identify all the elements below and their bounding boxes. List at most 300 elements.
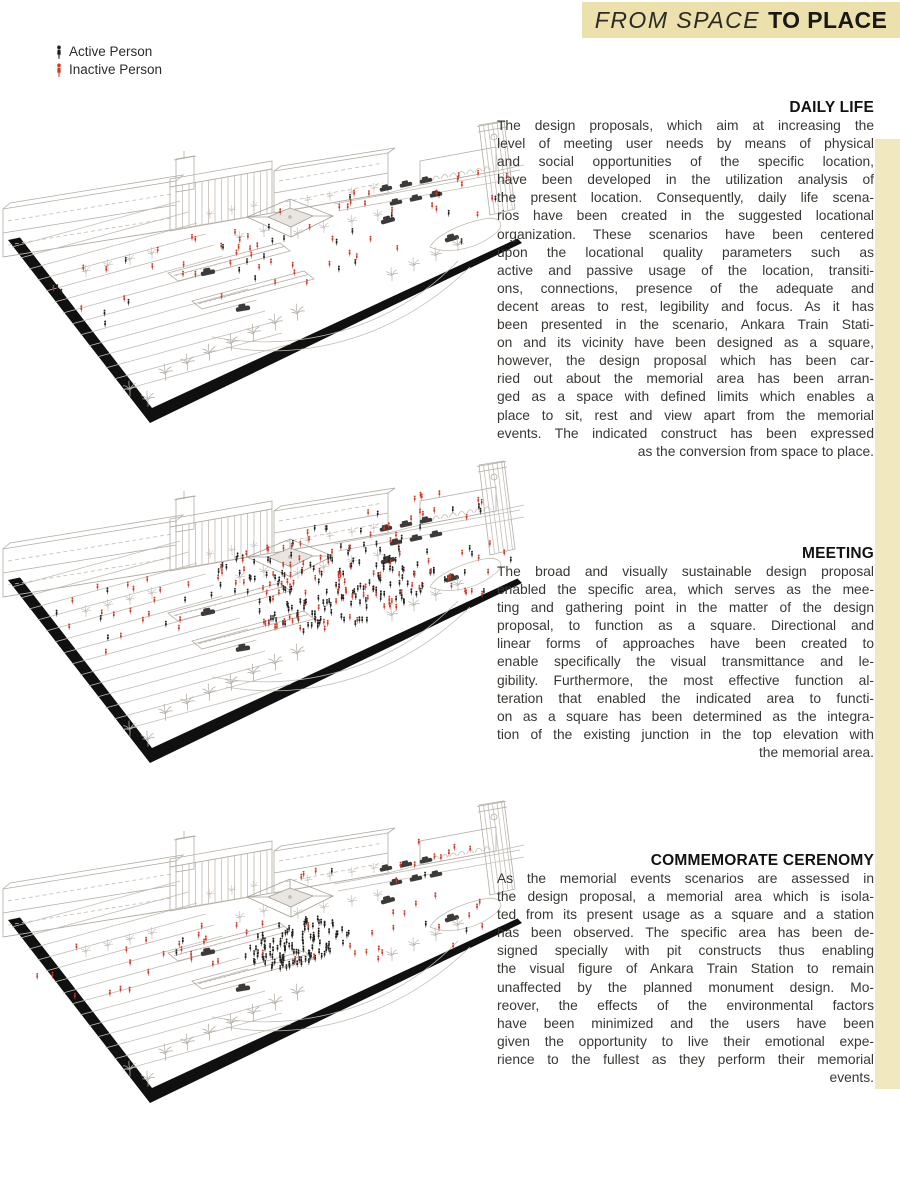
active-person-figure	[281, 570, 283, 577]
active-person-figure	[269, 943, 271, 950]
inactive-person-figure	[163, 951, 165, 958]
active-person-figure	[361, 616, 363, 623]
active-person-figure	[274, 611, 276, 618]
active-person-figure	[365, 547, 367, 554]
active-person-figure	[363, 585, 365, 592]
inactive-person-figure	[398, 571, 400, 578]
legend-label: Active Person	[69, 44, 153, 59]
inactive-person-figure	[367, 509, 369, 516]
active-person-figure	[259, 608, 261, 615]
active-person-figure	[426, 548, 428, 555]
inactive-person-figure	[105, 266, 107, 273]
inactive-person-figure	[438, 490, 440, 497]
active-person-figure	[254, 275, 256, 282]
text-line: rience to the fullest as they perform their memorial	[497, 1051, 874, 1067]
inactive-person-figure	[293, 580, 295, 587]
active-person-figure	[389, 581, 391, 588]
text-line: however, the design proposal which has been car-	[497, 353, 874, 369]
inactive-person-figure	[270, 258, 272, 265]
text-line: level of meeting user needs by means of physical	[497, 136, 874, 152]
axonometric-drawing-daily-life	[0, 115, 565, 460]
inactive-person-figure	[428, 558, 430, 565]
active-person-figure	[254, 575, 256, 582]
inactive-person-figure	[187, 581, 189, 588]
text-line: ting and gathering point in the matter of the design	[497, 600, 874, 616]
inactive-person-figure	[377, 956, 379, 963]
inactive-person-figure	[350, 199, 352, 206]
inactive-person-figure	[142, 617, 144, 624]
inactive-person-figure	[451, 583, 453, 590]
inactive-person-figure	[262, 585, 264, 592]
active-person-figure	[285, 964, 287, 971]
active-person-figure	[330, 609, 332, 616]
text-line: enable specifically the visual transmittance and le-	[497, 654, 874, 670]
active-person-figure	[330, 602, 332, 609]
active-person-figure	[328, 598, 330, 605]
inactive-person-figure	[151, 263, 153, 270]
text-line: signed specially with pit constructs thus enabling	[497, 943, 874, 959]
inactive-person-figure	[274, 279, 276, 286]
active-person-figure	[355, 593, 357, 600]
text-line: rios have been created in the suggested locational	[497, 208, 874, 224]
active-person-figure	[238, 267, 240, 274]
active-person-figure	[263, 253, 265, 260]
active-person-figure	[329, 948, 331, 955]
inactive-person-figure	[113, 611, 115, 618]
inactive-person-figure	[272, 571, 274, 578]
inactive-person-figure	[338, 204, 340, 211]
text-line: teration that enabled the indicated area to functi-	[497, 690, 874, 706]
inactive-person-figure	[272, 596, 274, 603]
text-line: on as a square has been determined as the integra-	[497, 708, 874, 724]
inactive-person-figure	[435, 206, 437, 213]
active-person-figure	[452, 506, 454, 513]
inactive-person-figure	[461, 181, 463, 188]
text-line: The broad and visually sustainable design proposal	[497, 564, 874, 579]
inactive-person-figure	[256, 242, 258, 249]
inactive-person-figure	[147, 969, 149, 976]
active-person-figure	[332, 922, 334, 929]
inactive-person-figure	[323, 619, 325, 626]
inactive-person-figure	[262, 920, 264, 927]
inactive-person-figure	[181, 946, 183, 953]
text-line: has been observed. The specific area has been de-	[497, 925, 874, 941]
inactive-person-figure	[431, 202, 433, 209]
inactive-person-figure	[353, 190, 355, 197]
inactive-person-figure	[392, 909, 394, 916]
active-person-figure	[347, 550, 349, 557]
inactive-person-figure	[125, 946, 127, 953]
inactive-person-figure	[370, 236, 372, 243]
inactive-person-figure	[236, 249, 238, 256]
active-person-figure	[298, 949, 300, 956]
inactive-person-figure	[243, 579, 245, 586]
inactive-person-figure	[278, 589, 280, 596]
active-person-figure	[286, 928, 288, 935]
inactive-person-figure	[468, 912, 470, 919]
active-person-figure	[354, 620, 356, 627]
active-person-figure	[56, 610, 58, 617]
active-person-figure	[354, 259, 356, 266]
active-person-figure	[324, 606, 326, 613]
active-person-figure	[360, 528, 362, 535]
inactive-person-figure	[194, 236, 196, 243]
active-person-figure	[218, 568, 220, 575]
active-person-figure	[444, 576, 446, 583]
active-person-figure	[464, 569, 466, 576]
person-legend	[55, 44, 162, 77]
crowd-layer	[52, 170, 507, 328]
inactive-person-figure	[258, 264, 260, 271]
inactive-person-figure	[71, 597, 73, 604]
inactive-person-figure	[391, 598, 393, 605]
active-person-figure	[403, 567, 405, 574]
active-person-figure	[266, 571, 268, 578]
inactive-person-figure	[68, 623, 70, 630]
inactive-person-figure	[305, 590, 307, 597]
active-person-figure	[321, 571, 323, 578]
text-line: linear forms of approaches have been created to	[497, 636, 874, 652]
inactive-person-figure	[335, 598, 337, 605]
inactive-person-figure	[396, 245, 398, 252]
section-paragraph	[497, 563, 874, 762]
inactive-person-figure	[320, 555, 322, 562]
inactive-person-figure	[365, 583, 367, 590]
axonometric-drawing-meeting	[0, 455, 565, 800]
text-line: and social opportunities of the specific location,	[497, 154, 874, 170]
inactive-person-figure	[243, 566, 245, 573]
title-banner	[582, 2, 900, 38]
active-person-figure	[365, 597, 367, 604]
inactive-person-figure	[340, 572, 342, 579]
active-person-figure	[317, 595, 319, 602]
active-person-figure	[469, 545, 471, 552]
active-person-figure	[253, 559, 255, 566]
active-person-figure	[357, 585, 359, 592]
active-person-figure	[320, 919, 322, 926]
inactive-person-figure	[246, 929, 248, 936]
active-person-figure	[259, 598, 261, 605]
active-person-figure	[286, 938, 288, 945]
inactive-person-figure	[404, 910, 406, 917]
inactive-person-figure	[356, 253, 358, 260]
active-person-figure	[366, 617, 368, 624]
active-person-figure	[295, 949, 297, 956]
inactive-person-figure	[318, 604, 320, 611]
inactive-person-figure	[129, 959, 131, 966]
active-person-figure	[331, 557, 333, 564]
text-line: As the memorial events scenarios are assessed in	[497, 871, 874, 886]
legend-item-active	[55, 44, 162, 59]
section-heading: MEETING	[801, 545, 874, 562]
inactive-person-figure	[487, 569, 489, 576]
active-person-figure	[296, 960, 298, 967]
text-line: The design proposals, which aim at increasing the	[497, 118, 874, 133]
text-line: events. The indicated construct has been expressed	[497, 425, 874, 441]
inactive-person-figure	[418, 839, 420, 846]
active-person-figure	[269, 558, 271, 565]
active-person-figure	[327, 945, 329, 952]
active-person-figure	[336, 239, 338, 246]
inactive-person-figure	[269, 581, 271, 588]
inactive-person-figure	[286, 578, 288, 585]
inactive-person-figure	[146, 576, 148, 583]
active-person-figure	[283, 585, 285, 592]
inactive-person-figure	[191, 234, 193, 241]
text-line: organization. These scenarios have been centered	[497, 226, 874, 242]
active-person-figure	[377, 510, 379, 517]
active-person-figure	[125, 257, 127, 264]
inactive-person-figure	[367, 595, 369, 602]
active-person-figure	[299, 598, 301, 605]
active-person-figure	[271, 238, 273, 245]
active-person-figure	[255, 945, 257, 952]
active-person-figure	[410, 588, 412, 595]
active-person-figure	[288, 942, 290, 949]
text-line: the present location. Consequently, daily life scena-	[497, 190, 874, 206]
inactive-person-figure	[262, 949, 264, 956]
inactive-person-figure	[392, 925, 394, 932]
active-person-figure	[311, 944, 313, 951]
active-person-figure	[303, 628, 305, 635]
active-person-figure	[342, 570, 344, 577]
legend-item-inactive	[55, 62, 162, 77]
text-line: on and its vicinity have been designed as a square,	[497, 335, 874, 351]
active-person-figure	[399, 580, 401, 587]
section-paragraph	[497, 117, 874, 461]
active-person-figure	[250, 575, 252, 582]
inactive-person-figure	[235, 580, 237, 587]
active-person-figure	[249, 945, 251, 952]
inactive-person-figure	[292, 618, 294, 625]
active-person-figure	[282, 620, 284, 627]
inactive-person-figure	[198, 932, 200, 939]
active-person-figure	[319, 939, 321, 946]
active-person-figure	[342, 940, 344, 947]
active-person-figure	[310, 933, 312, 940]
inactive-person-figure	[190, 956, 192, 963]
text-line: ted from its present usage as a square and a station	[497, 907, 874, 923]
inactive-person-figure	[440, 854, 442, 861]
active-person-figure	[318, 948, 320, 955]
inactive-person-figure	[236, 922, 238, 929]
text-line: the design proposal, a memorial area which is isola-	[497, 889, 874, 905]
active-person-figure	[326, 599, 328, 606]
text-line: have been minimized and the users have been	[497, 1015, 874, 1031]
text-line: the memorial area.	[758, 744, 874, 760]
inactive-person-figure	[145, 937, 147, 944]
active-person-figure	[324, 951, 326, 958]
active-person-figure	[272, 615, 274, 622]
active-person-figure	[222, 244, 224, 251]
text-line: the visual figure of Ankara Train Station to remain	[497, 961, 874, 977]
inactive-person-figure	[293, 269, 295, 276]
active-person-figure	[281, 932, 283, 939]
inactive-person-figure	[414, 861, 416, 868]
inactive-person-figure	[182, 271, 184, 278]
inactive-person-figure	[229, 260, 231, 267]
active-person-figure	[272, 946, 274, 953]
active-person-figure	[401, 574, 403, 581]
inactive-person-figure	[120, 986, 122, 993]
inactive-person-figure	[481, 923, 483, 930]
active-person-figure	[326, 589, 328, 596]
active-person-figure	[346, 932, 348, 939]
active-person-figure	[350, 601, 352, 608]
active-person-figure	[314, 525, 316, 532]
active-person-figure	[220, 582, 222, 589]
active-person-figure	[383, 591, 385, 598]
active-person-figure	[448, 210, 450, 217]
text-line: ried out about the memorial area has been arran-	[497, 371, 874, 387]
text-line: decent areas to rest, legibility and focus. As it has	[497, 298, 874, 314]
inactive-person-figure	[344, 578, 346, 585]
active-person-figure	[338, 265, 340, 272]
inactive-person-figure	[178, 625, 180, 632]
inactive-person-figure	[327, 620, 329, 627]
active-person-figure	[317, 623, 319, 630]
text-line: active and passive usage of the location, transiti-	[497, 262, 874, 278]
text-line: events.	[829, 1070, 874, 1086]
page-title-light: FROM SPACE	[594, 6, 761, 33]
active-person-figure	[293, 949, 295, 956]
text-line: have been developed in the utilization analysis of	[497, 172, 874, 188]
active-person-figure	[264, 945, 266, 952]
inactive-person-figure	[375, 591, 377, 598]
section-daily-life	[497, 99, 874, 461]
active-person-figure	[329, 554, 331, 561]
inactive-person-figure	[120, 632, 122, 639]
active-person-figure	[375, 562, 377, 569]
active-person-figure	[401, 594, 403, 601]
active-person-figure	[392, 566, 394, 573]
active-person-figure	[291, 945, 293, 952]
inactive-person-figure	[356, 617, 358, 624]
inactive-person-figure	[471, 588, 473, 595]
active-person-figure	[247, 589, 249, 596]
active-person-figure	[260, 939, 262, 946]
inactive-person-figure	[354, 950, 356, 957]
inactive-person-figure	[282, 562, 284, 569]
active-person-figure	[291, 605, 293, 612]
side-accent-stripe	[875, 139, 900, 1089]
active-person-figure	[128, 299, 130, 306]
inactive-person-figure	[331, 549, 333, 556]
inactive-person-figure	[461, 550, 463, 557]
inactive-person-figure	[349, 250, 351, 257]
inactive-person-figure	[477, 211, 479, 218]
inactive-person-figure	[434, 853, 436, 860]
text-line: ons, connections, presence of the adequate and	[497, 280, 874, 296]
active-person-figure	[268, 224, 270, 231]
active-person-figure	[100, 615, 102, 622]
inactive-person-figure	[250, 252, 252, 259]
text-line: tion of the existing junction in the top elevation with	[497, 726, 874, 742]
inactive-person-figure	[422, 511, 424, 518]
inactive-person-figure	[247, 233, 249, 240]
inactive-person-figure	[410, 515, 412, 522]
active-person-figure	[267, 556, 269, 563]
active-person-figure	[284, 572, 286, 579]
inactive-person-figure	[306, 279, 308, 286]
active-person-figure	[352, 557, 354, 564]
active-person-figure	[298, 956, 300, 963]
active-person-figure	[380, 576, 382, 583]
inactive-person-figure	[127, 582, 129, 589]
active-person-figure	[348, 930, 350, 937]
inactive-person-figure	[221, 293, 223, 300]
active-person-figure	[321, 953, 323, 960]
inactive-person-figure	[349, 614, 351, 621]
active-person-figure	[279, 965, 281, 972]
active-person-figure	[245, 953, 247, 960]
inactive-person-figure	[308, 536, 310, 543]
active-person-figure	[277, 581, 279, 588]
inactive-person-figure	[238, 244, 240, 251]
inactive-person-figure	[217, 574, 219, 581]
active-person-figure	[318, 919, 320, 926]
active-person-figure	[303, 605, 305, 612]
active-person-figure	[343, 616, 345, 623]
active-person-figure	[319, 620, 321, 627]
active-person-figure	[389, 565, 391, 572]
text-line: given the opportunity to live their emotional expe-	[497, 1033, 874, 1049]
figure-daily-life	[0, 115, 565, 460]
active-person-figure	[272, 938, 274, 945]
inactive-person-figure	[36, 973, 38, 980]
active-person-figure	[335, 582, 337, 589]
legend-label: Inactive Person	[69, 62, 163, 77]
text-line: place to sit, rest and view apart from the memorial	[497, 407, 874, 423]
active-person-figure	[471, 551, 473, 558]
active-person-figure	[358, 559, 360, 566]
inactive-person-figure	[97, 583, 99, 590]
active-person-figure	[182, 937, 184, 944]
inactive-person-figure	[245, 550, 247, 557]
active-person-figure	[270, 615, 272, 622]
inactive-person-figure	[481, 499, 483, 506]
inactive-person-figure	[365, 949, 367, 956]
active-person-figure	[225, 564, 227, 571]
active-person-figure	[376, 541, 378, 548]
active-person-figure	[253, 950, 255, 957]
inactive-person-figure	[159, 587, 161, 594]
active-person-figure	[307, 622, 309, 629]
inactive-person-figure	[477, 170, 479, 177]
text-line: upon the locational quality parameters such as	[497, 244, 874, 260]
inactive-person-figure	[395, 532, 397, 539]
active-person-figure	[308, 958, 310, 965]
inactive-person-figure	[371, 930, 373, 937]
inactive-person-figure	[433, 507, 435, 514]
active-person-figure	[269, 597, 271, 604]
inactive-person-figure	[109, 990, 111, 997]
inactive-person-figure	[453, 844, 455, 851]
active-person-figure	[326, 525, 328, 532]
active-person-figure	[395, 596, 397, 603]
inactive-person-figure	[220, 243, 222, 250]
inactive-person-figure	[309, 224, 311, 231]
section-heading: COMMEMORATE CERENOMY	[650, 852, 874, 869]
inactive-person-figure	[332, 236, 334, 243]
inactive-person-figure	[324, 625, 326, 632]
active-person-figure	[306, 919, 308, 926]
active-person-figure	[359, 599, 361, 606]
inactive-person-figure	[299, 625, 301, 632]
active-person-figure	[407, 580, 409, 587]
inactive-person-figure	[381, 949, 383, 956]
inactive-person-figure	[133, 586, 135, 593]
